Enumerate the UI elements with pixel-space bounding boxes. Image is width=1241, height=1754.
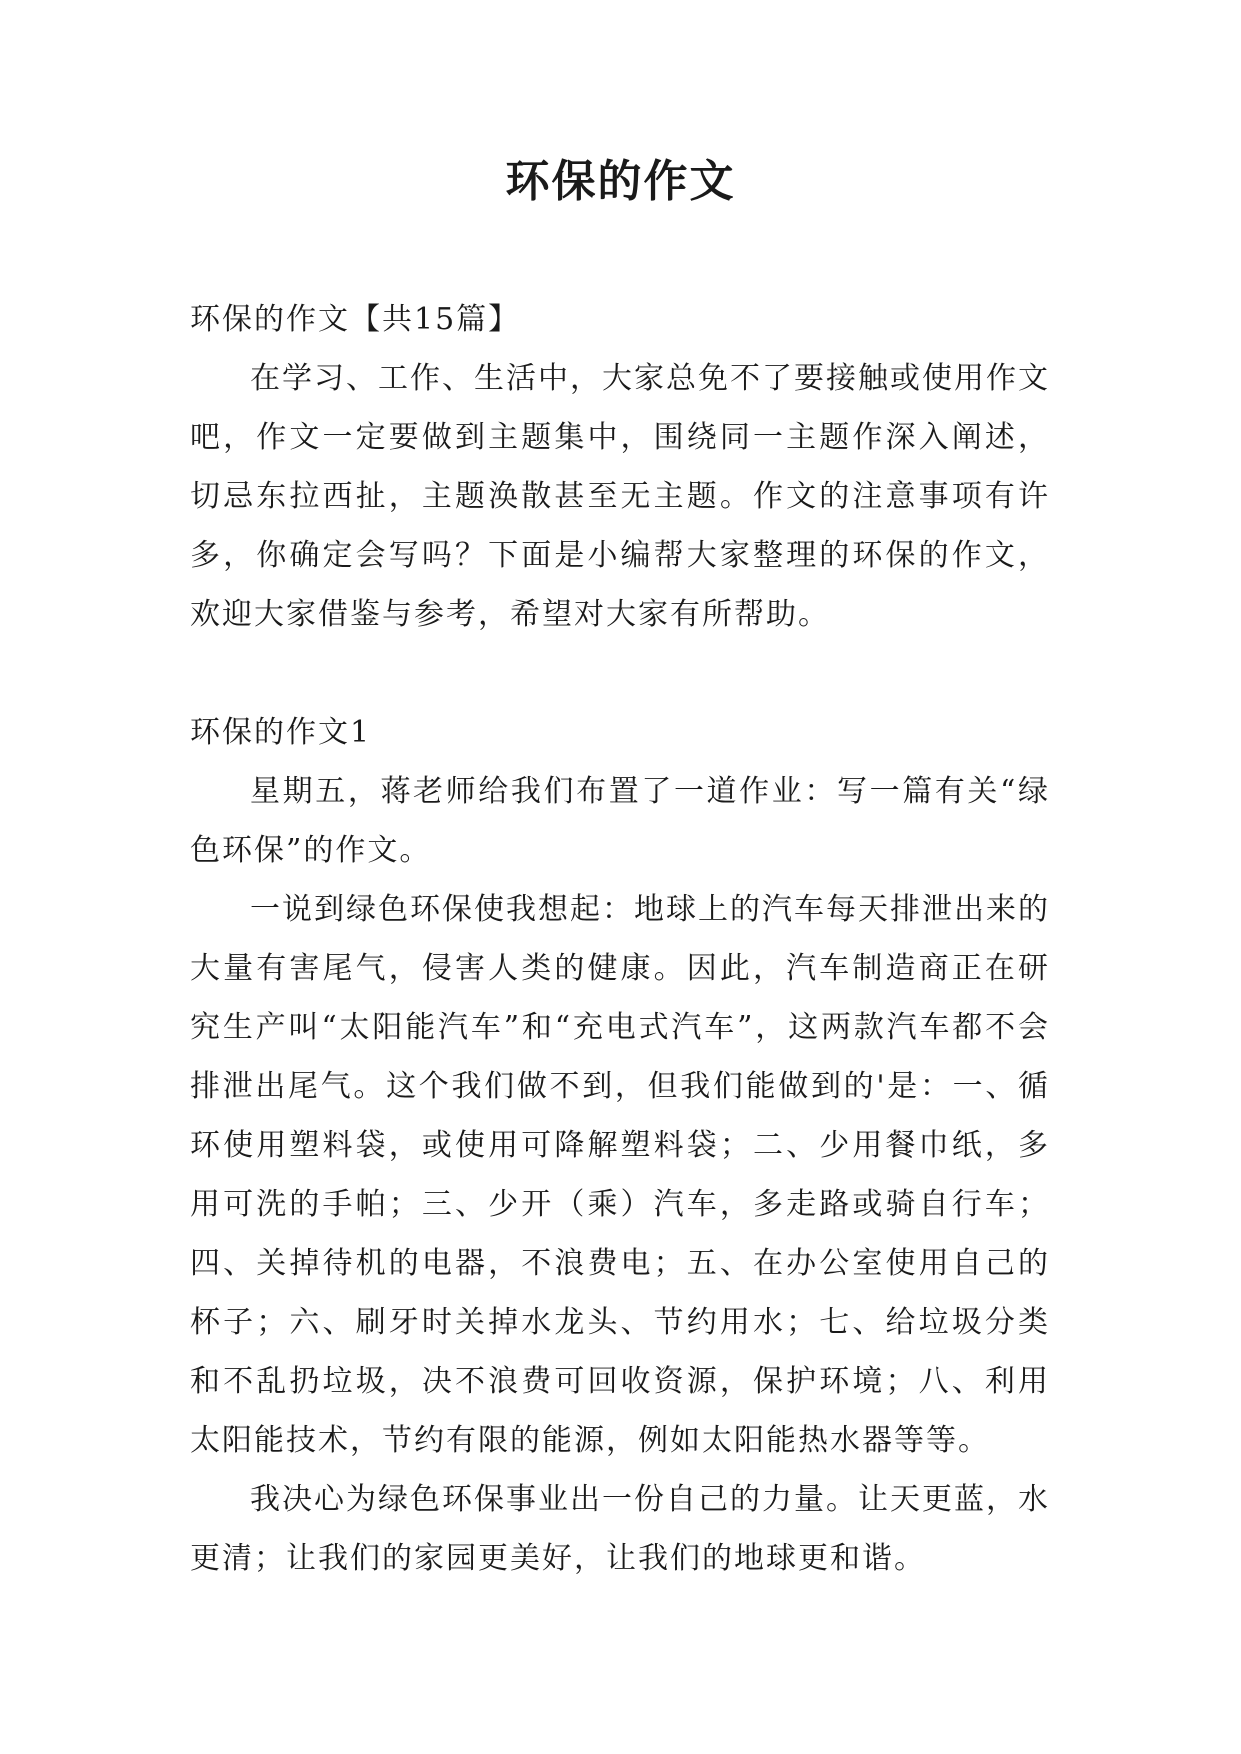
essay-paragraph: 星期五，蒋老师给我们布置了一道作业：写一篇有关“绿色环保”的作文。: [190, 774, 1050, 868]
essay-paragraph: 一说到绿色环保使我想起：地球上的汽车每天排泄出来的大量有害尾气，侵害人类的健康。因此，汽车制造商正在研究生产叫“太阳能汽车”和“充电式汽车”，这两款汽车都不会排泄出尾气。这个我们做不到，但我们能做到的'是：一、循环使用塑料袋，或使用可降解塑料袋；二、少用餐巾纸，多用可洗的手帕；三、少开（乘）汽车，多走路或骑自行车；四、关掉待机的电器，不浪费电；五、在办公室使用自己的杯子；六、刷牙时关掉水龙头、节约用水；七、给垃圾分类和不乱扔垃圾，决不浪费可回收资源，保护环境；八、利用太阳能技术，节约有限的能源，例如太阳能热水器等等。: [190, 892, 1050, 1458]
essay-paragraph: 我决心为绿色环保事业出一份自己的力量。让天更蓝，水更清；让我们的家园更美好，让我们的地球更和谐。: [190, 1482, 1050, 1576]
document-body: [190, 290, 1050, 1588]
essay-heading: 环保的作文1: [190, 715, 372, 750]
document-title: 环保的作文: [505, 156, 736, 207]
intro-heading: 环保的作文【共15篇】: [190, 302, 521, 337]
section-spacer: [190, 644, 1050, 703]
intro-paragraph: 在学习、工作、生活中，大家总免不了要接触或使用作文吧，作文一定要做到主题集中，围绕同一主题作深入阐述，切忌东拉西扯，主题涣散甚至无主题。作文的注意事项有许多，你确定会写吗？下面是小编帮大家整理的环保的作文，欢迎大家借鉴与参考，希望对大家有所帮助。: [190, 361, 1050, 632]
